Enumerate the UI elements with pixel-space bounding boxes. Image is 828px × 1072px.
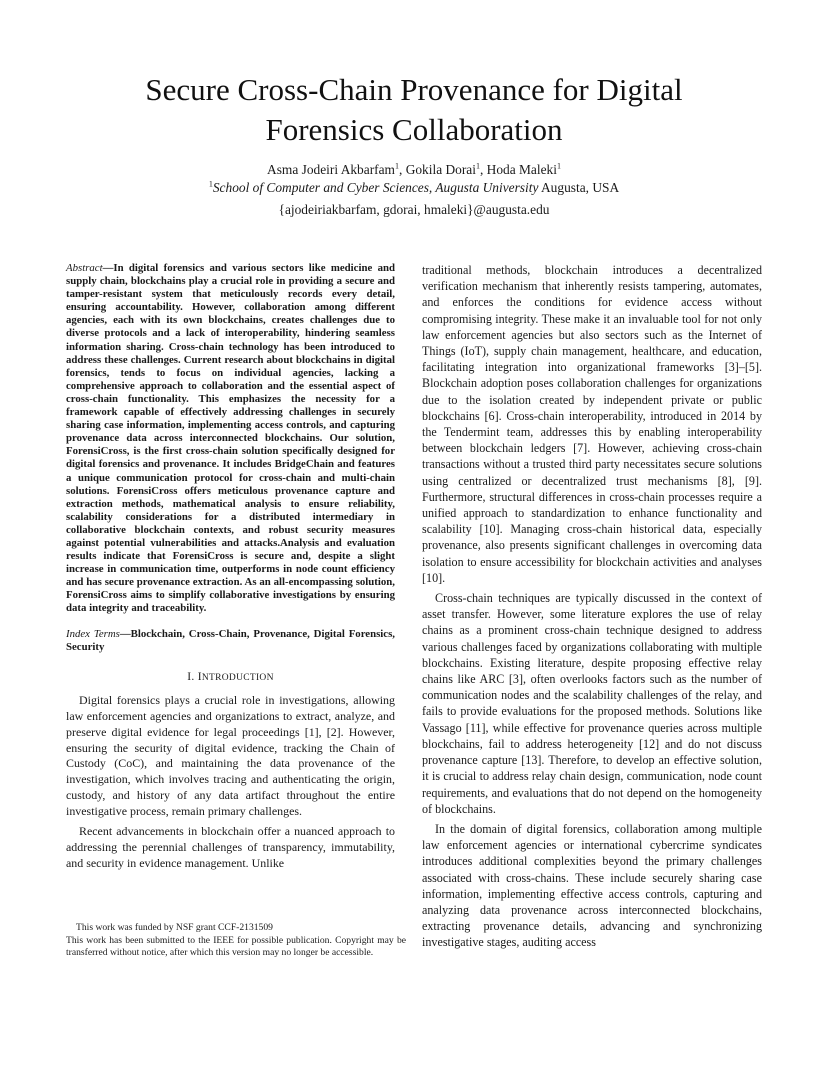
paper-title bbox=[60, 70, 768, 150]
footnote-funding: This work was funded by NSF grant CCF-2131509 bbox=[76, 922, 273, 933]
affiliation-mark: 1 bbox=[556, 161, 561, 171]
author-emails: {ajodeiriakbarfam, gdorai, hmaleki}@augusta.edu bbox=[278, 202, 550, 217]
section-number: I. I bbox=[187, 670, 202, 683]
right-paragraph-2: Cross-chain techniques are typically discussed in the context of asset transfer. However, some literature explores the use of relay chains as a prominent cross-chain technique designed to address various challenges faced by organizations collaborating with multiple blockchains. Existing literature, despite proposing effective relay chains like ARC [3], often overlooks factors such as the number of communication nodes and the scalability challenges of the relay, and fails to provide evaluations for the proposed methods. Solutions like Vassago [11], while effective for provenance queries across multiple blockchains, fail to address heterogeneity [12] and do not discuss provenance capture [13]. Therefore, to develop an effective solution, it is crucial to address relay chain design, communication, node count requirements, and evaluations that do not depend on the homogeneity of blockchains. bbox=[422, 591, 762, 816]
index-terms bbox=[66, 628, 395, 654]
title-line-2: Forensics Collaboration bbox=[265, 112, 563, 147]
intro-paragraph-1: Digital forensics plays a crucial role in investigations, allowing law enforcement agencies and organizations to extract, analyze, and preserve digital evidence for legal proceedings [1], [2]. However, ensuring the security of digital evidence, tracking the Chain of Custody (CoC), and maintaining the data provenance of the investigation, which involves tracing and authenticating the origin, custody, and history of any data artifact throughout the entire investigative process, remain primary challenges. bbox=[66, 692, 395, 819]
title-line-1: Secure Cross-Chain Provenance for Digital bbox=[145, 72, 683, 107]
section-heading-introduction bbox=[66, 670, 395, 687]
affiliation-institution: School of Computer and Cyber Sciences, Augusta University bbox=[212, 180, 539, 195]
right-paragraph-1: traditional methods, blockchain introduces a decentralized verification mechanism that inherently resists tampering, automates, and enforces the conditions for evidence access without compromising integrity. These make it an invaluable tool for not only law enforcement agencies but also sectors such as the Internet of Things (IoT), supply chain management, healthcare, and education, facilitating integration into organizational frameworks [3]–[5]. Blockchain adoption poses collaboration challenges for organizations due to the isolation created by independent private or public blockchains [6]. Cross-chain interoperability, introduced in 2014 by the Tendermint team, addresses this by enabling interoperability between blockchain ledgers [7]. However, achieving cross-chain transactions without a trusted third party necessitates secure solutions using centralized or decentralized trust mechanisms [8], [9]. Furthermore, structural differences in cross-chain processes require a unified approach to standardization to enhance functionality and scalability [10]. Managing cross-chain historical data, especially provenance, also presents significant challenges in overcoming data isolation to ensure accessibility for blockchain activities and analyses [10]. bbox=[422, 263, 762, 585]
index-terms-label: Index Terms bbox=[66, 627, 120, 640]
author-name: Gokila Dorai bbox=[405, 162, 476, 177]
right-paragraph-3: In the domain of digital forensics, collaboration among multiple law enforcement agencies or international cybercrime syndicates introduces additional complexities beyond the primary challenges associated with cross-chains. These include securely sharing case information, implementing effective access controls, capturing and analyzing data provenance across interconnected blockchains, extracting provenance details, advancing and synchronizing investigative stages, auditing access bbox=[422, 821, 762, 950]
affiliation bbox=[60, 179, 768, 197]
abstract-label: Abstract bbox=[66, 262, 103, 274]
affiliation-number: 1 bbox=[208, 179, 213, 189]
affiliation-location: Augusta, USA bbox=[538, 180, 620, 195]
author-separator: , bbox=[479, 162, 487, 177]
author-block bbox=[60, 161, 768, 219]
right-column bbox=[422, 262, 762, 955]
author-names bbox=[60, 161, 768, 179]
affiliation-mark: 1 bbox=[394, 161, 399, 171]
abstract-text: —In digital forensics and various sectors like medicine and supply chain, blockchains play a crucial role in providing a secure and tamper-resistant system that meticulously records every detail, ensuring accountability. However, collaboration among different agencies, each with its own blockchains, creates challenges due to diverse protocols and a lack of interoperability, hindering seamless information sharing. Cross-chain technology has been introduced to address these challenges. Current research about blockchains in digital forensics, tends to focus on individual agencies, lacking a comprehensive approach to collaboration and the essential aspect of cross-chain functionality. This emphasizes the necessity for a framework capable of effectively addressing challenges in securely sharing case information, implementing access controls, and capturing provenance data across interconnected blockchains. Our solution, ForensiCross, is the first cross-chain solution specifically designed for digital forensics and provenance. It includes BridgeChain and features a unique communication protocol for cross-chain and multi-chain solutions. ForensiCross offers meticulous provenance capture and extraction methods, mathematical analysis to ensure reliability, scalability considerations for a distributed intermediary in collaborative blockchain contexts, and robust security measures against potential vulnerabilities and attacks.Analysis and evaluation results indicate that ForensiCross is secure and, despite a slight increase in communication time, outperforms in node count efficiency and has secure provenance extraction. As an all-encompassing solution, ForensiCross aims to simplify collaborative investigations by ensuring data integrity and traceability. bbox=[66, 262, 395, 615]
left-column bbox=[66, 262, 395, 876]
abstract bbox=[66, 262, 395, 616]
index-terms-text: —Blockchain, Cross-Chain, Provenance, Digital Forensics, Security bbox=[66, 627, 395, 653]
author-name: Hoda Maleki bbox=[486, 162, 557, 177]
intro-paragraph-2: Recent advancements in blockchain offer a nuanced approach to addressing the perennial challenges of transparency, immutability, and security in evidence management. Unlike bbox=[66, 824, 395, 871]
affiliation-mark: 1 bbox=[475, 161, 480, 171]
footnotes bbox=[66, 922, 406, 960]
author-name: Asma Jodeiri Akbarfam bbox=[267, 162, 395, 177]
author-separator: , bbox=[398, 162, 406, 177]
section-title: NTRODUCTION bbox=[201, 672, 274, 683]
footnote-ieee: This work has been submitted to the IEEE for possible publication. Copyright may be transferred without notice, after which this version may no longer be accessible. bbox=[66, 935, 406, 958]
